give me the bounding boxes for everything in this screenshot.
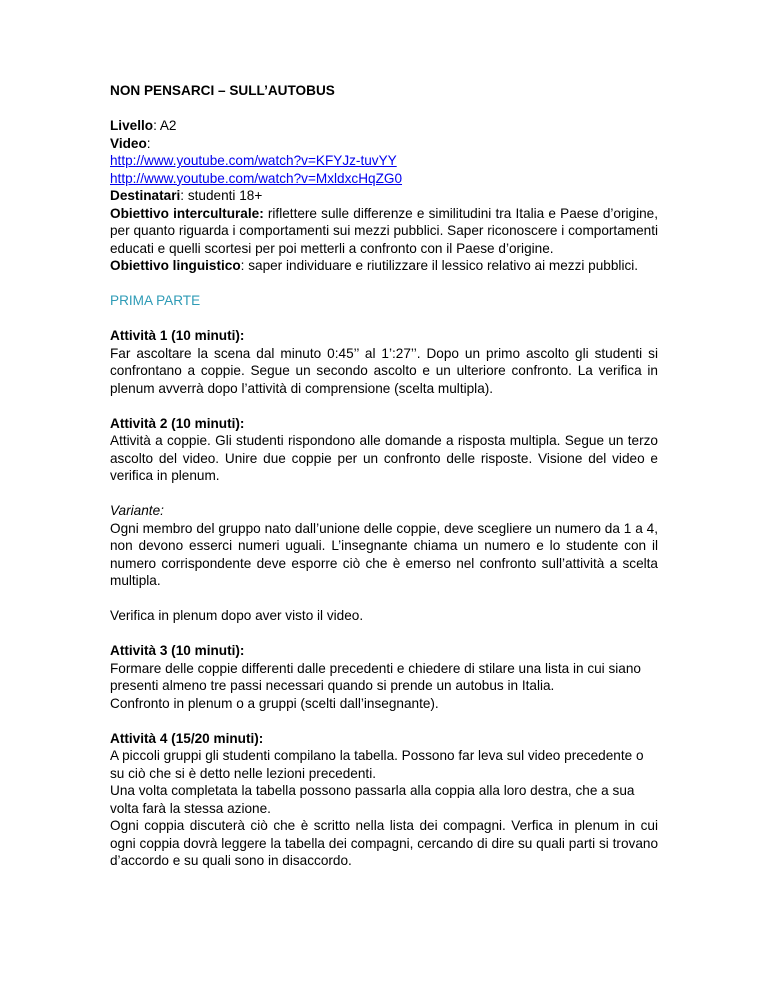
activity-1-heading: Attività 1 (10 minuti): xyxy=(110,328,245,343)
activity-4-text-3: Ogni coppia discuterà ciò che è scritto nella lista dei compagni. Verfica in plenum in cui ogni coppia dovrà leggere la tabella dei compagni, cercando di dire su quali parti si trovano d’accordo e su quali sono in disaccordo. xyxy=(110,818,658,868)
audience-line xyxy=(110,187,658,205)
level-label: Livello xyxy=(110,118,154,133)
intercultural-objective-label: Obiettivo interculturale: xyxy=(110,205,264,221)
video-link-1[interactable]: http://www.youtube.com/watch?v=KFYJz-tuvYY xyxy=(110,153,397,168)
activity-3-heading: Attività 3 (10 minuti): xyxy=(110,643,245,658)
activity-2-text: Attività a coppie. Gli studenti rispondono alle domande a risposta multipla. Segue un terzo ascolto del video. Unire due coppie per un confronto delle risposte. Visione del video e verifica in plenum. xyxy=(110,433,658,483)
activity-4-text-1: A piccoli gruppi gli studenti compilano la tabella. Possono far leva sul video precedente o su ciò che si è detto nelle lezioni precedenti. xyxy=(110,748,644,781)
level-value: : A2 xyxy=(153,118,177,133)
activity-4-heading: Attività 4 (15/20 minuti): xyxy=(110,730,264,746)
video-link-2[interactable]: http://www.youtube.com/watch?v=MxldxcHqZG0 xyxy=(110,170,403,186)
audience-label: Destinatari xyxy=(110,188,181,203)
document-title: NON PENSARCI – SULL’AUTOBUS xyxy=(110,83,335,98)
intercultural-objective xyxy=(110,205,658,258)
video-colon: : xyxy=(146,135,151,151)
level-line xyxy=(110,117,658,135)
verification-text: Verifica in plenum dopo aver visto il video. xyxy=(110,608,364,623)
variant-text: Ogni membro del gruppo nato dall’unione delle coppie, deve scegliere un numero da 1 a 4, non devono esserci numeri uguali. L’insegnante chiama un numero e lo studente con il numero corrispondente deve esporre ciò che è emerso nel confronto sull’attività a scelta multipla. xyxy=(110,520,658,588)
activity-3-text-1: Formare delle coppie differenti dalle precedenti e chiedere di stilare una lista in cui siano presenti almeno tre passi necessari quando si prende un autobus in Italia. xyxy=(110,660,641,693)
video-label: Video xyxy=(110,135,147,151)
linguistic-objective xyxy=(110,257,658,275)
intercultural-objective-text: riflettere sulle differenze e similitudini tra Italia e Paese d’origine, per quanto riguarda i comportamenti sui mezzi pubblici. Saper riconoscere i comportamenti educati e quelli scortesi per poi metterli a confronto con il Paese d’origine. xyxy=(110,205,658,256)
linguistic-objective-label: Obiettivo linguistico xyxy=(110,258,241,273)
variant-label: Variante: xyxy=(110,503,164,518)
audience-value: : studenti 18+ xyxy=(180,188,263,203)
section-heading: PRIMA PARTE xyxy=(110,293,201,308)
activity-2-heading: Attività 2 (10 minuti): xyxy=(110,415,245,431)
linguistic-objective-text: : saper individuare e riutilizzare il lessico relativo ai mezzi pubblici. xyxy=(240,258,639,273)
activity-4-text-2: Una volta completata la tabella possono passarla alla coppia alla loro destra, che a sua volta farà la stessa azione. xyxy=(110,783,635,816)
video-line xyxy=(110,135,658,153)
activity-3-text-2: Confronto in plenum o a gruppi (scelti dall’insegnante). xyxy=(110,695,439,711)
activity-1-text: Far ascoltare la scena dal minuto 0:45’’ al 1’:27’’. Dopo un primo ascolto gli studenti si confrontano a coppie. Segue un secondo ascolto e un ulteriore confronto. La verifica in plenum avverrà dopo l’attività di comprensione (scelta multipla). xyxy=(110,345,658,396)
